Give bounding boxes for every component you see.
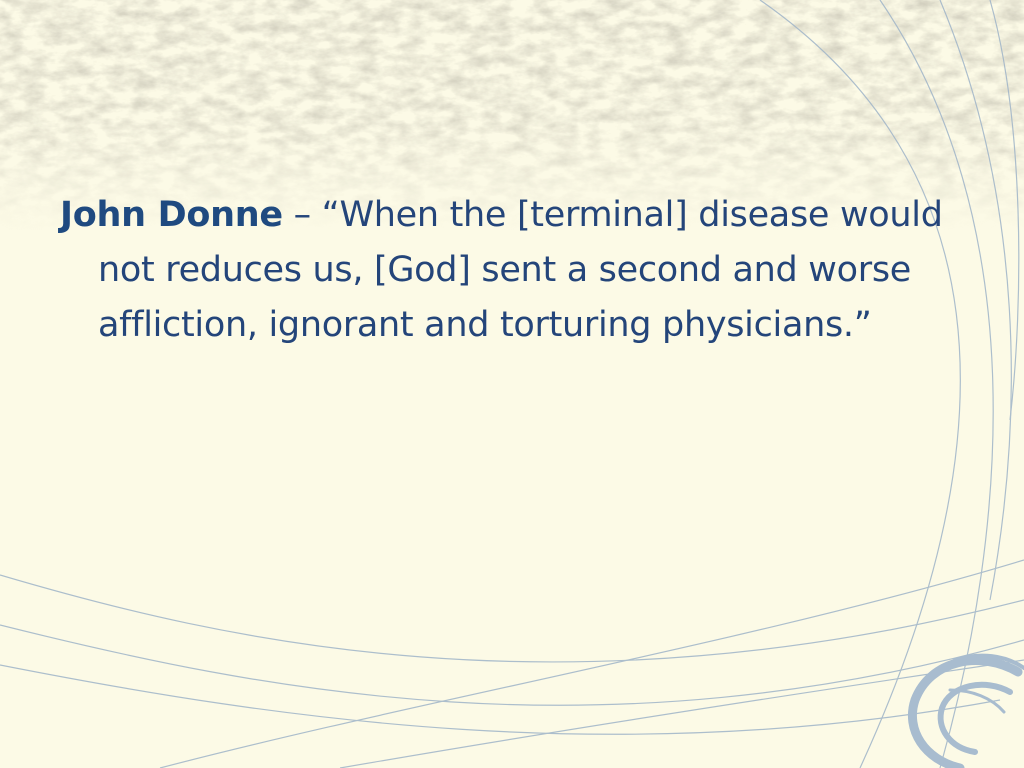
quote-text: “When the [terminal] disease would not reduces us, [God] sent a second and worse affliction, ignorant and torturing physicians.” <box>98 195 943 345</box>
quote-author: John Donne <box>60 195 283 235</box>
quote-separator: – <box>282 195 322 235</box>
quote-paragraph <box>60 188 958 353</box>
